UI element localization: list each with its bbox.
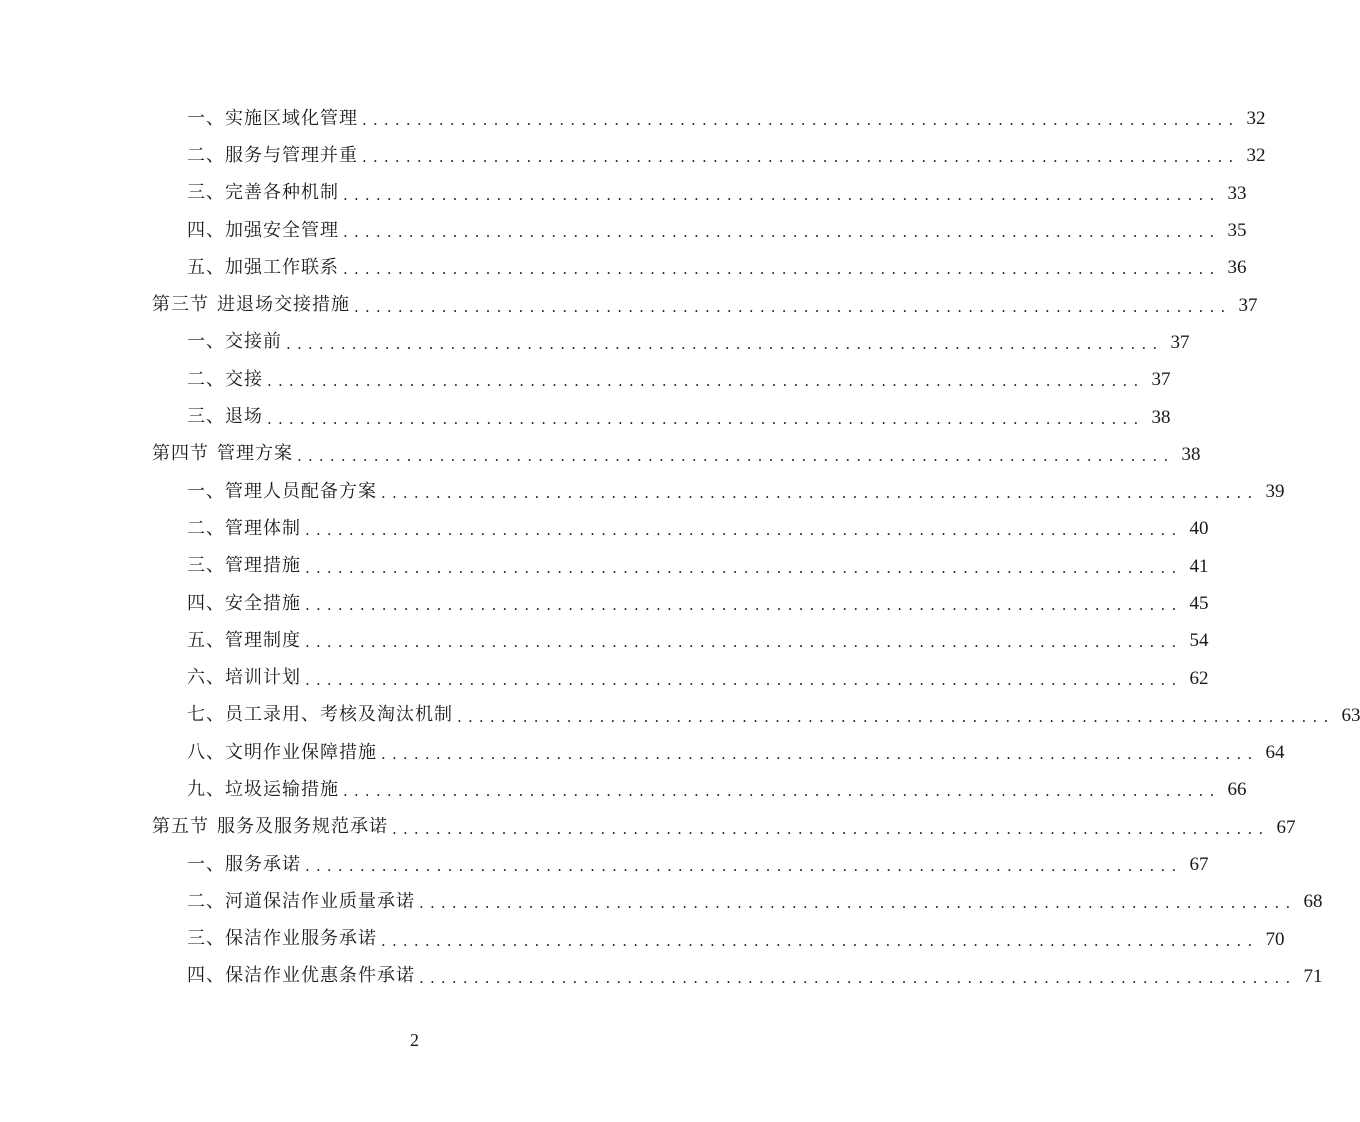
toc-page-number: 37 xyxy=(1170,331,1190,353)
toc-page-number: 63 xyxy=(1341,704,1360,726)
toc-leader-dots: ................................................................................ xyxy=(362,148,1240,167)
toc-subsection-entry[interactable] xyxy=(0,846,1209,883)
footer-page-number: 2 xyxy=(410,1030,419,1050)
toc-title-text: 二、交接 xyxy=(187,368,263,390)
toc-leader-dots: ................................................................................ xyxy=(419,894,1297,913)
toc-title-text: 四、安全措施 xyxy=(187,592,301,614)
toc-entry-title xyxy=(187,741,377,763)
toc-subsection-entry[interactable] xyxy=(0,659,1209,696)
toc-section-entry[interactable] xyxy=(0,286,1258,323)
toc-entry-title xyxy=(187,368,263,390)
toc-entry-title xyxy=(187,333,282,351)
toc-entry-title xyxy=(187,629,301,651)
toc-page-number: 70 xyxy=(1265,928,1285,950)
toc-title-text: 四、保洁作业优惠条件承诺 xyxy=(187,965,415,987)
toc-leader-dots: ................................................................................ xyxy=(305,670,1183,689)
toc-subsection-entry[interactable] xyxy=(0,771,1247,808)
toc-leader-dots: ................................................................................ xyxy=(362,111,1240,130)
toc-subsection-entry[interactable] xyxy=(0,622,1209,659)
toc-subsection-entry[interactable] xyxy=(0,249,1247,286)
toc-page-number: 37 xyxy=(1151,369,1171,391)
toc-title-text: 一、管理人员配备方案 xyxy=(187,480,377,502)
toc-title-text: 进退场交接措施 xyxy=(217,294,350,316)
toc-page-number: 32 xyxy=(1246,145,1266,167)
toc-subsection-entry[interactable] xyxy=(0,697,1360,734)
toc-page-number: 67 xyxy=(1276,816,1296,838)
toc-subsection-entry[interactable] xyxy=(0,175,1247,212)
toc-subsection-entry[interactable] xyxy=(0,324,1190,361)
toc-subsection-entry[interactable] xyxy=(0,100,1266,137)
toc-leader-dots: ................................................................................ xyxy=(286,334,1164,353)
toc-page-number: 54 xyxy=(1189,630,1209,652)
toc-leader-dots: ................................................................................ xyxy=(343,185,1221,204)
toc-title-text: 五、加强工作联系 xyxy=(187,256,339,278)
toc-page-number: 64 xyxy=(1265,742,1285,764)
toc-title-text: 服务及服务规范承诺 xyxy=(217,816,388,838)
toc-subsection-entry[interactable] xyxy=(0,921,1285,958)
toc-subsection-entry[interactable] xyxy=(0,958,1323,995)
toc-subsection-entry[interactable] xyxy=(0,398,1171,435)
toc-leader-dots: ................................................................................ xyxy=(343,223,1221,242)
toc-subsection-entry[interactable] xyxy=(0,212,1247,249)
toc-entry-title xyxy=(187,408,263,426)
toc-title-text: 二、服务与管理并重 xyxy=(187,144,358,166)
toc-leader-dots: ................................................................................ xyxy=(305,633,1183,652)
toc-page-number: 32 xyxy=(1246,108,1266,130)
toc-entry-title xyxy=(187,480,377,502)
toc-leader-dots: ................................................................................ xyxy=(419,968,1297,987)
toc-page-number: 71 xyxy=(1303,965,1323,987)
toc-entry-title xyxy=(152,445,293,463)
table-of-contents xyxy=(0,100,1360,995)
toc-entry-title xyxy=(187,778,339,800)
toc-entry-title xyxy=(187,669,301,687)
toc-entry-title xyxy=(187,890,415,912)
toc-title-text: 管理方案 xyxy=(217,443,293,465)
toc-subsection-entry[interactable] xyxy=(0,510,1209,547)
toc-leader-dots: ................................................................................ xyxy=(305,596,1183,614)
toc-title-text: 一、服务承诺 xyxy=(187,853,301,875)
toc-page-number: 39 xyxy=(1265,481,1285,503)
toc-title-text: 三、退场 xyxy=(187,406,263,428)
toc-title-text: 二、河道保洁作业质量承诺 xyxy=(187,890,415,912)
toc-entry-title xyxy=(187,144,358,166)
toc-title-text: 一、实施区域化管理 xyxy=(187,107,358,129)
toc-title-text: 七、员工录用、考核及淘汰机制 xyxy=(187,704,453,726)
toc-subsection-entry[interactable] xyxy=(0,548,1209,585)
toc-page-number: 38 xyxy=(1181,443,1201,465)
toc-page-number: 45 xyxy=(1189,593,1209,614)
toc-page-number: 62 xyxy=(1189,667,1209,689)
toc-leader-dots: ................................................................................ xyxy=(381,931,1259,950)
toc-page-number: 68 xyxy=(1303,891,1323,913)
toc-entry-title xyxy=(187,592,301,614)
toc-title-text: 五、管理制度 xyxy=(187,629,301,651)
toc-entry-title xyxy=(187,853,301,875)
toc-page-number: 37 xyxy=(1238,294,1258,316)
toc-page-number: 67 xyxy=(1189,854,1209,876)
toc-page-number: 38 xyxy=(1151,406,1171,428)
toc-page-number: 40 xyxy=(1189,518,1209,540)
toc-entry-title xyxy=(187,517,301,539)
toc-section-label: 第三节 xyxy=(152,294,209,316)
toc-leader-dots: ................................................................................ xyxy=(305,558,1183,577)
toc-leader-dots: ................................................................................ xyxy=(343,260,1221,279)
toc-subsection-entry[interactable] xyxy=(0,883,1323,920)
toc-leader-dots: ................................................................................ xyxy=(267,409,1145,428)
toc-subsection-entry[interactable] xyxy=(0,361,1171,398)
toc-title-text: 三、完善各种机制 xyxy=(187,182,339,204)
toc-page-number: 36 xyxy=(1227,257,1247,279)
toc-entry-title xyxy=(187,107,358,129)
toc-subsection-entry[interactable] xyxy=(0,585,1209,622)
toc-section-entry[interactable] xyxy=(0,436,1201,473)
toc-title-text: 三、管理措施 xyxy=(187,555,301,577)
toc-entry-title xyxy=(187,256,339,278)
toc-page-number: 33 xyxy=(1227,182,1247,204)
toc-entries-list xyxy=(0,100,1360,995)
toc-leader-dots: ................................................................................ xyxy=(305,521,1183,540)
toc-title-text: 九、垃圾运输措施 xyxy=(187,778,339,800)
toc-leader-dots: ................................................................................ xyxy=(267,372,1145,391)
toc-page-number: 35 xyxy=(1227,220,1247,242)
toc-title-text: 八、文明作业保障措施 xyxy=(187,741,377,763)
toc-leader-dots: ................................................................................ xyxy=(354,297,1232,316)
toc-leader-dots: ................................................................................ xyxy=(457,707,1335,726)
toc-section-label: 第五节 xyxy=(152,816,209,838)
toc-title-text: 四、加强安全管理 xyxy=(187,219,339,241)
toc-entry-title xyxy=(152,296,350,314)
toc-subsection-entry[interactable] xyxy=(0,734,1285,771)
toc-subsection-entry[interactable] xyxy=(0,137,1266,174)
toc-subsection-entry[interactable] xyxy=(0,473,1285,510)
toc-leader-dots: ................................................................................ xyxy=(381,745,1259,764)
toc-leader-dots: ................................................................................ xyxy=(381,484,1259,503)
toc-leader-dots: ................................................................................ xyxy=(305,857,1183,876)
toc-page-number: 41 xyxy=(1189,555,1209,577)
toc-leader-dots: ................................................................................ xyxy=(343,782,1221,801)
toc-title-text: 三、保洁作业服务承诺 xyxy=(187,928,377,950)
toc-entry-title xyxy=(187,219,339,241)
toc-title-text: 六、培训计划 xyxy=(187,667,301,689)
toc-section-label: 第四节 xyxy=(152,443,209,465)
toc-entry-title xyxy=(187,557,301,575)
toc-title-text: 一、交接前 xyxy=(187,331,282,353)
toc-leader-dots: ................................................................................ xyxy=(297,446,1175,465)
toc-entry-title xyxy=(152,818,388,836)
toc-entry-title xyxy=(187,930,377,948)
toc-entry-title xyxy=(187,184,339,202)
toc-page-number: 66 xyxy=(1227,779,1247,801)
toc-leader-dots: ................................................................................ xyxy=(392,819,1270,838)
toc-title-text: 二、管理体制 xyxy=(187,517,301,539)
toc-entry-title xyxy=(187,706,453,724)
toc-entry-title xyxy=(187,967,415,985)
toc-section-entry[interactable] xyxy=(0,809,1296,846)
